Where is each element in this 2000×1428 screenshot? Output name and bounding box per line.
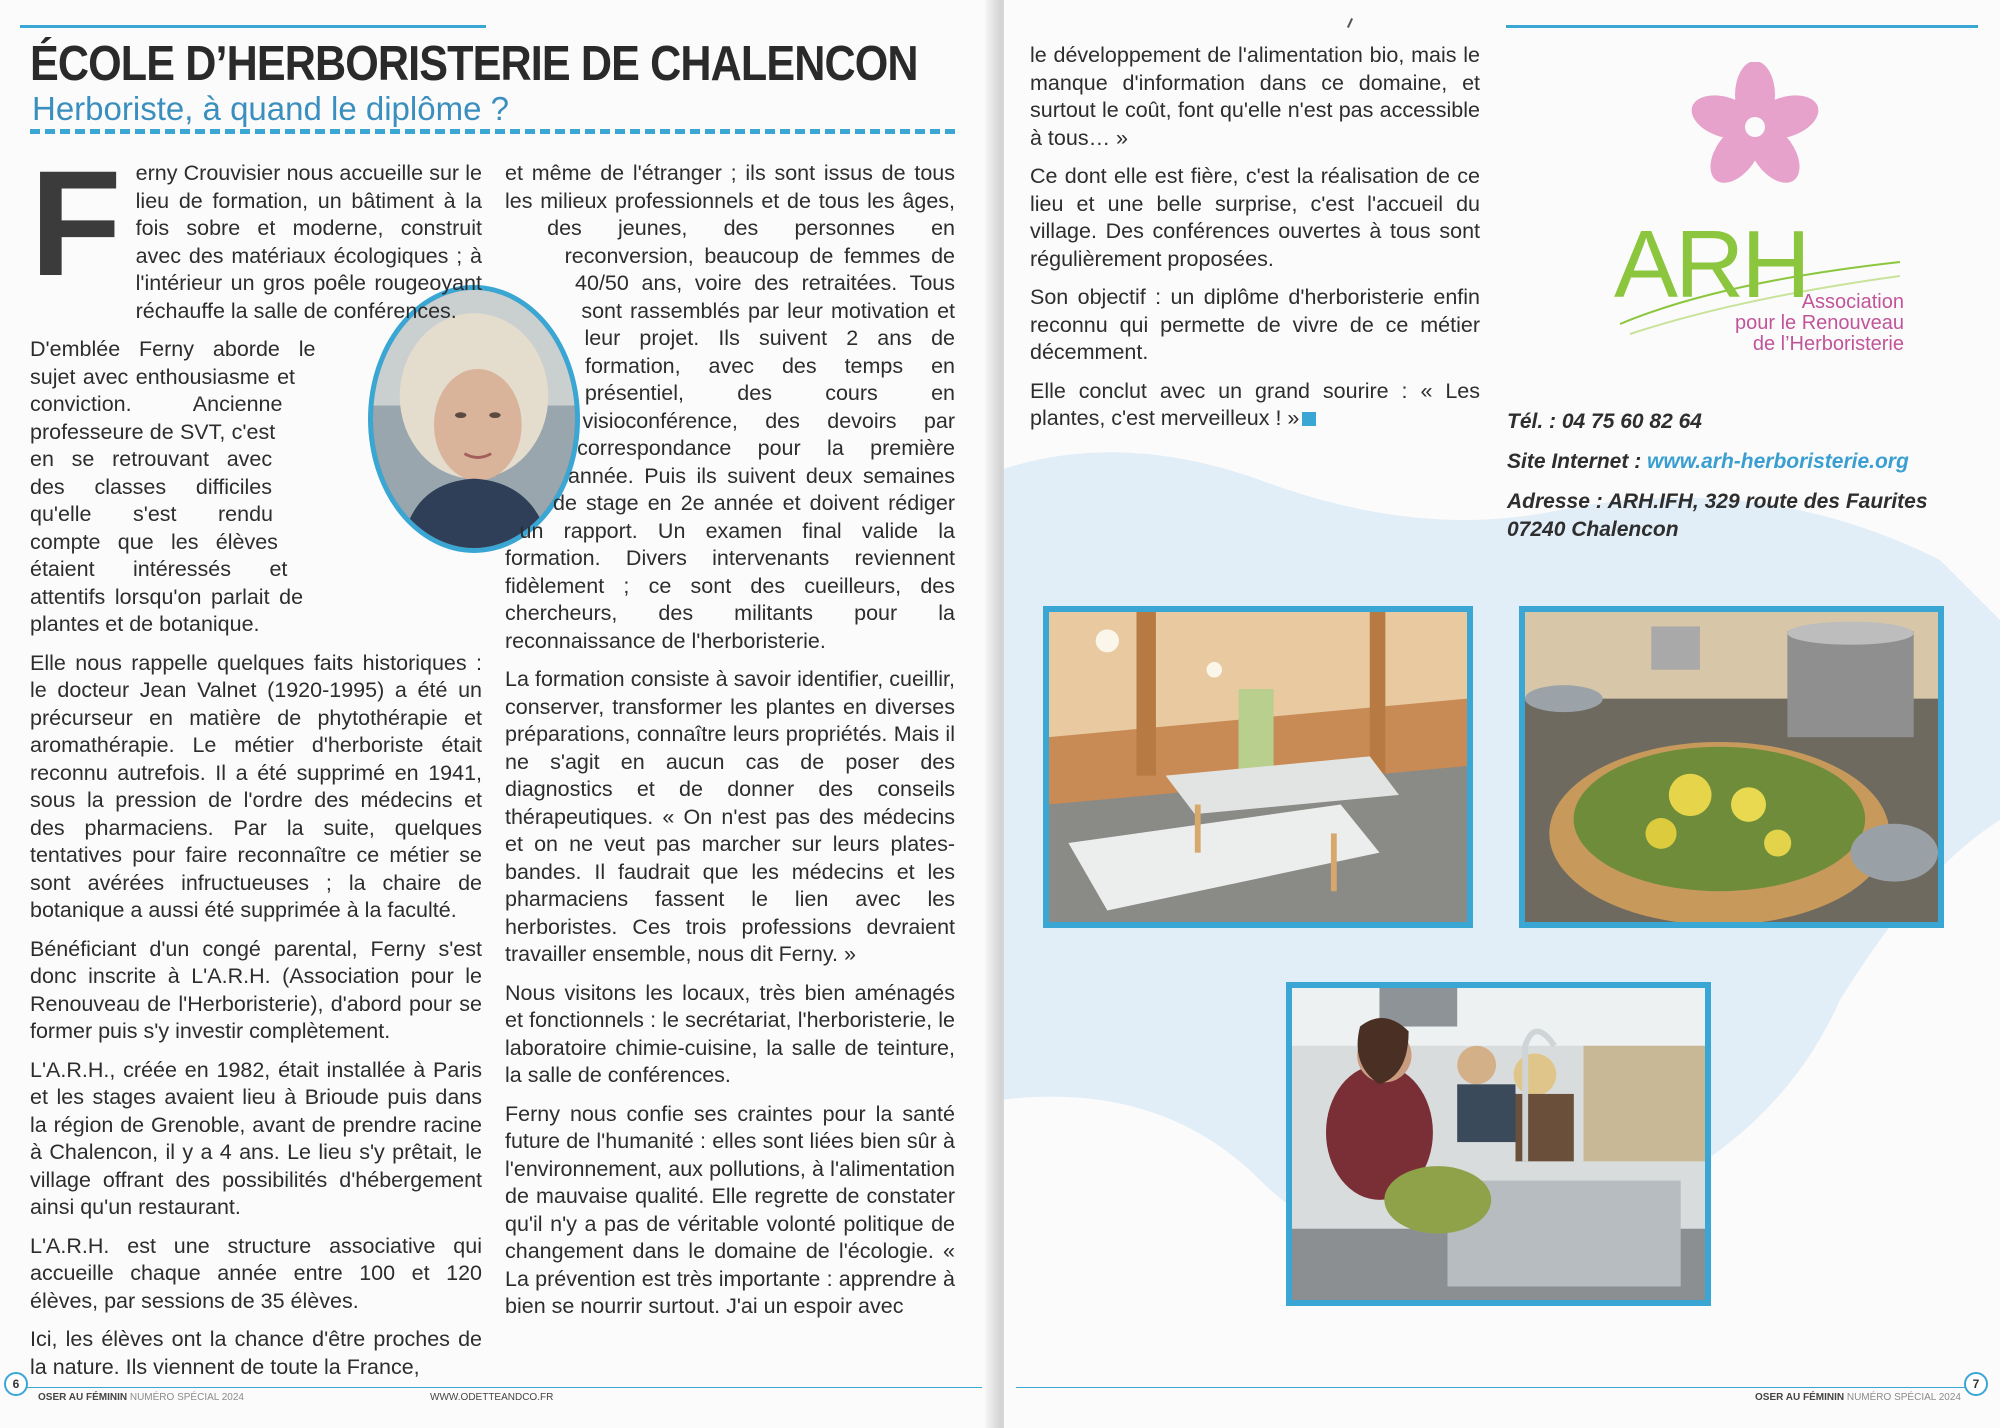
logo-wordmark: ARH	[1614, 211, 1808, 318]
end-mark-icon	[1302, 412, 1316, 426]
issue-label: NUMÉRO SPÉCIAL 2024	[1846, 1392, 1961, 1403]
contact-phone: Tél. : 04 75 60 82 64	[1507, 410, 1702, 433]
paragraph: Bénéficiant d'un congé parental, Ferny s'est donc inscrite à L'A.R.H. (Association pour le Renouveau de l'Herboristerie), d'abord pour se former puis s'y investir complètement.	[30, 936, 482, 1043]
page-number: 7	[1964, 1372, 1988, 1396]
paragraph: erny Crouvisier nous accueille sur le lieu de formation, un bâtiment à la fois sobre et moderne, construit avec des matériaux écologiques ; à l'intérieur un gros poêle rougeoyant réchauffe la salle de conférences.	[135, 161, 482, 323]
footer-rule	[1016, 1387, 1974, 1388]
logo-tagline-line: Association	[1801, 291, 1904, 313]
paragraph	[1030, 378, 1480, 433]
magazine-name: OSER AU FÉMININ	[1755, 1392, 1845, 1403]
paragraph: le développement de l'alimentation bio, mais le manque d'information dans ce domaine, et surtout le coût, font qu'elle n'est pas accessible à tous… »	[1030, 43, 1480, 150]
herb-basket-photo	[1519, 606, 1944, 928]
article-column-3	[1030, 42, 1480, 444]
kitchen-lab-photo	[1286, 982, 1711, 1306]
footer-masthead	[1755, 1392, 1961, 1403]
paragraph: La formation consiste à savoir identifier, cueillir, conserver, transformer les plantes en diverses préparations, connaître leurs propriétés. Mais il ne s'agit en aucun cas de poser des diagnostics et de donner des conseils thérapeutiques. « On n'est pas des médecins et on ne veut pas marcher sur leurs plates-bandes. Il faudrait que les médecins et les pharmaciens fassent le lien avec les herboristes. Ces trois professions devraient travailler ensemble, nous dit Ferny. »	[505, 667, 955, 966]
website-link[interactable]: www.arh-herboristerie.org	[1647, 450, 1909, 473]
contact-city: 07240 Chalencon	[1507, 518, 1679, 541]
article-title: ÉCOLE D’HERBORISTERIE DE CHALENCON	[30, 37, 918, 91]
footer-rule	[24, 1387, 982, 1388]
logo-tagline	[1714, 292, 1904, 355]
paragraph: L'A.R.H. est une structure associative qui accueille chaque année entre 100 et 120 élèves, par sessions de 35 élèves.	[30, 1233, 482, 1313]
paragraph: Nous visitons les locaux, très bien aménagés et fonctionnels : le secrétariat, l'herboristerie, le laboratoire chimie-cuisine, la salle de teinture, la salle de conférences.	[505, 980, 955, 1087]
top-rule	[1506, 25, 1978, 28]
contact-address: Adresse : ARH.IFH, 329 route des Faurites	[1507, 490, 1928, 513]
issue-label: NUMÉRO SPÉCIAL 2024	[129, 1392, 244, 1403]
page-number: 6	[4, 1372, 28, 1396]
paragraph: Elle nous rappelle quelques faits historiques : le docteur Jean Valnet (1920-1995) a été un précurseur en matière de phytothérapie et aromathérapie. Le métier d'herboriste était reconnu autrefois. Il a été supprimé en 1941, sous la pression de l'ordre des médecins et des pharmaciens. Par la suite, quelques tentatives pour faire reconnaître ce métier se sont avérées infructueuses ; la chaire de botanique a aussi été supprimée à la faculté.	[30, 650, 482, 922]
magazine-name: OSER AU FÉMININ	[38, 1392, 128, 1403]
left-page	[0, 0, 996, 1428]
logo-tagline-line: de l’Herboristerie	[1752, 333, 1904, 355]
logo-tagline-line: pour le Renouveau	[1734, 312, 1904, 334]
footer-masthead	[38, 1392, 244, 1403]
paragraph: L'A.R.H., créée en 1982, était installée à Paris et les stages avaient lieu à Brioude puis dans la région de Grenoble, avant de prendre racine à Chalencon, il y a 4 ans. Le lieu s'y prêtait, le village offrant des possibilités d'hébergement ainsi qu'un restaurant.	[30, 1057, 482, 1219]
closing-quote: Elle conclut avec un grand sourire : « Les plantes, c'est merveilleux ! »	[1030, 378, 1480, 430]
contact-website	[1507, 450, 1909, 474]
paragraph: Ici, les élèves ont la chance d'être proches de la nature. Ils viennent de toute la France,	[30, 1327, 482, 1379]
article-column-1	[30, 139, 482, 1392]
paragraph: Ferny nous confie ses craintes pour la santé future de l'humanité : elles sont liées bien sûr à l'environnement, aux pollutions, à l'alimentation de mauvaise qualité. Elle regrette de constater qu'il n'y a pas de véritable volonté politique de changement dans le domaine de l'écologie. « La prévention est très importante : apprendre à bien se nourrir surtout. J'ai un espoir avec	[505, 1101, 955, 1318]
paragraph: Ce dont elle est fière, c'est la réalisation de ce lieu et une belle surprise, c'est l'accueil du village. Des conférences ouvertes à tous sont régulièrement proposées.	[1030, 164, 1480, 271]
paragraph: D'emblée Ferny aborde le sujet avec enthousiasme et conviction. Ancienne professeure de SVT, c'est en se retrouvant avec des classes difficiles qu'elle s'est rendu compte que les élèves étaient intéressés et attentifs lorsqu'on parlait de plantes et de botanique.	[30, 337, 316, 636]
paragraph: Son objectif : un diplôme d'herboristerie enfin reconnu qui permette de vivre de ce métier décemment.	[1030, 285, 1480, 364]
article-subtitle: Herboriste, à quand le diplôme ?	[32, 90, 509, 127]
article-column-2	[505, 160, 955, 1332]
drop-cap: F	[30, 139, 122, 307]
website-label: Site Internet :	[1507, 450, 1648, 473]
paragraph: et même de l'étranger ; ils sont issus de tous les milieux professionnels et de tous les âges, des jeunes, des personnes en reconversion, beaucoup de femmes de 40/50 ans, voire des retraitées. Tous sont rassemblés par leur motivation et leur projet. Ils suivent 2 ans de formation, avec des temps en présentiel, des cours en visioconférence, des devoirs par correspondance pour la première année. Puis ils suivent deux semaines de stage en 2e année et doivent rédiger un rapport. Un examen final valide la formation. Divers intervenants reviennent fidèlement ; ce sont des cueilleurs, des chercheurs, des militants pour la reconnaissance de l'herboristerie.	[505, 161, 955, 653]
title-divider	[30, 129, 955, 134]
conference-room-photo	[1043, 606, 1473, 928]
top-rule	[20, 25, 486, 28]
footer-website[interactable]: WWW.ODETTEANDCO.FR	[430, 1392, 554, 1403]
